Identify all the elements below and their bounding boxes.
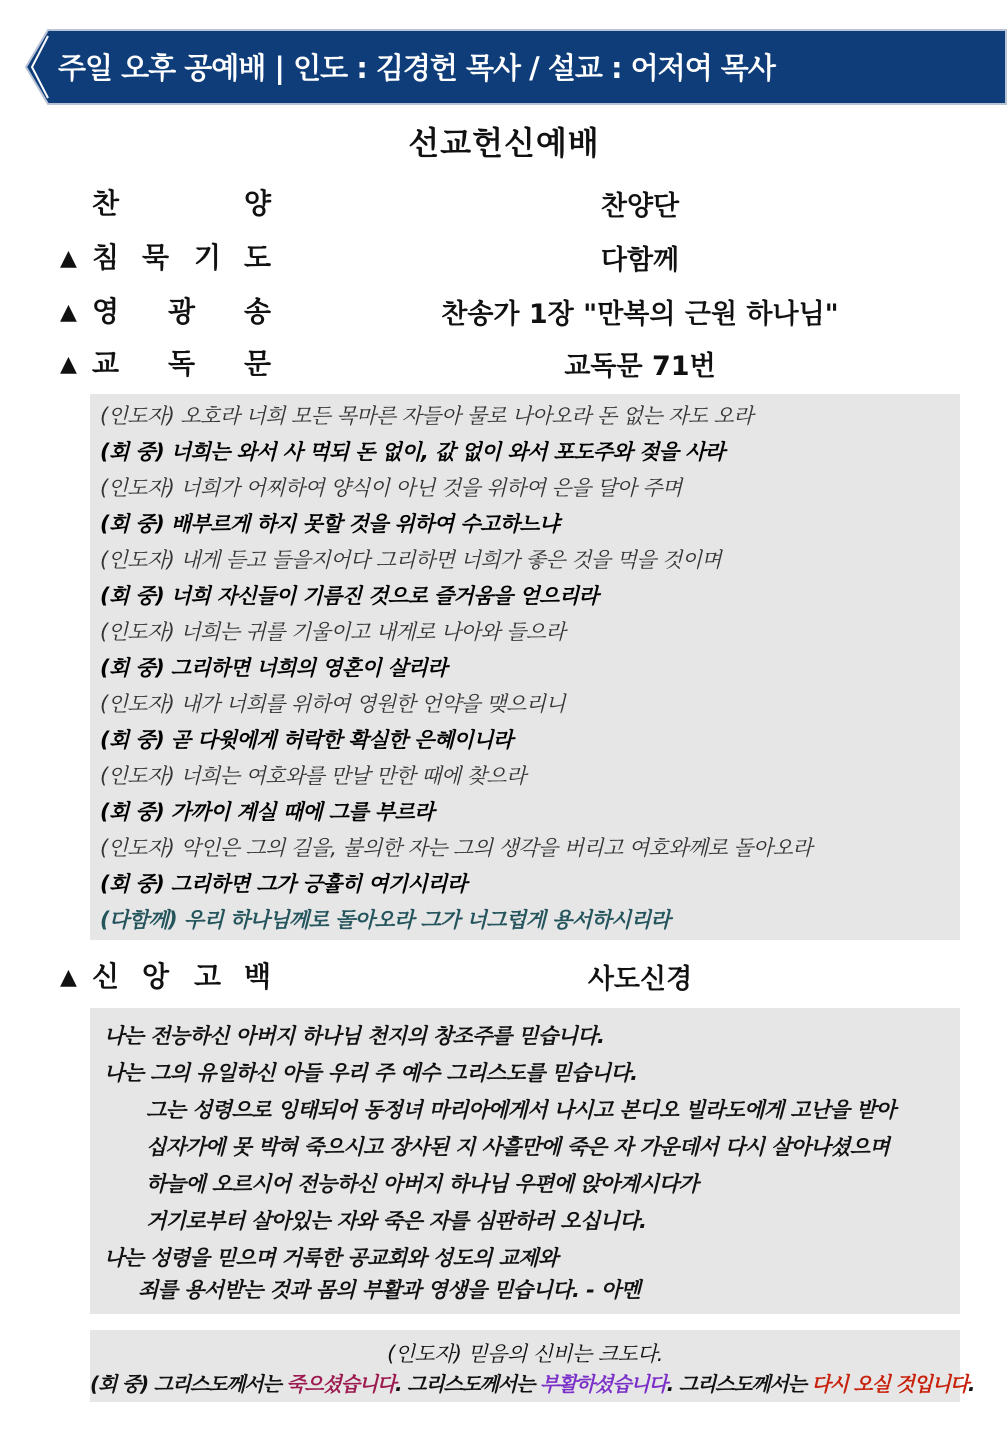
order-value: 찬양단 [600, 191, 680, 222]
order-label-char: 백 [244, 960, 272, 993]
order-value: 다함께 [600, 245, 680, 276]
order-label-char: 신 [92, 960, 120, 993]
reading-line-people: (회 중) 너희는 와서 사 먹되 돈 없이, 값 없이 와서 포도주와 젖을 사라 [100, 440, 725, 464]
creed-box [90, 1008, 960, 1314]
creed-line: 죄를 용서받는 것과 몸의 부활과 영생을 믿습니다. - 아멘 [138, 1278, 641, 1302]
reading-line-people: (회 중) 그리하면 너희의 영혼이 살리라 [100, 656, 447, 680]
reading-line-leader: (인도자) 너희는 귀를 기울이고 내게로 나아와 들으라 [100, 620, 566, 644]
order-label-char: 광 [168, 295, 196, 328]
order-label-char: 도 [244, 241, 272, 274]
reading-line-people: (회 중) 곧 다윗에게 허락한 확실한 은혜이니라 [100, 728, 513, 752]
order-label-char: 영 [92, 295, 120, 328]
order-value: 교독문 71번 [564, 351, 716, 382]
order-label-char: 찬 [92, 187, 120, 220]
order-label-char: 침 [92, 241, 120, 274]
creed-line: 나는 전능하신 아버지 하나님 천지의 창조주를 믿습니다. [104, 1024, 605, 1048]
banner-title: 주일 오후 공예배 | 인도 : 김경헌 목사 / 설교 : 어저여 목사 [58, 51, 775, 85]
order-label-char: 양 [244, 187, 272, 220]
order-row-responsive-reading [0, 342, 1008, 386]
order-row-silent-prayer [0, 236, 1008, 280]
order-label-char: 앙 [142, 960, 170, 993]
mystery-leader-line: (인도자) 믿음의 신비는 크도다. [387, 1342, 663, 1366]
order-label-char: 묵 [142, 241, 170, 274]
order-value: 찬송가 1장 "만복의 근원 하나님" [441, 299, 839, 330]
reading-line-people: (회 중) 가까이 계실 때에 그를 부르라 [100, 800, 434, 824]
mystery-part-died: 죽으셨습니다 [286, 1372, 395, 1396]
creed-line: 나는 그의 유일하신 아들 우리 주 예수 그리스도를 믿습니다. [104, 1061, 638, 1085]
order-row-gloria [0, 290, 1008, 334]
order-label-char: 독 [168, 347, 196, 380]
reading-line-people: (회 중) 그리하면 그가 긍휼히 여기시리라 [100, 872, 467, 896]
mystery-part-come-again: 다시 오실 것입니다 [811, 1372, 968, 1396]
reading-line-people: (회 중) 너희 자신들이 기름진 것으로 즐거움을 얻으리라 [100, 584, 599, 608]
mystery-people-line [90, 1368, 975, 1397]
order-row-creed [0, 955, 1008, 999]
order-label-char: 고 [194, 960, 222, 993]
triangle-marker-icon: ▲ [60, 352, 77, 377]
order-label-char: 문 [244, 347, 272, 380]
creed-line: 나는 성령을 믿으며 거룩한 공교회와 성도의 교제와 [104, 1246, 558, 1270]
creed-line: 거기로부터 살아있는 자와 죽은 자를 심판하러 오십니다. [146, 1209, 647, 1233]
reading-line-leader: (인도자) 너희가 어찌하여 양식이 아닌 것을 위하여 은을 달아 주며 [100, 476, 682, 500]
header-banner [0, 28, 1008, 106]
order-value: 사도신경 [587, 964, 693, 995]
reading-line-people: (회 중) 배부르게 하지 못할 것을 위하여 수고하느냐 [100, 512, 559, 536]
triangle-marker-icon: ▲ [60, 246, 77, 271]
mystery-part: . 그리스도께서는 [666, 1372, 812, 1396]
triangle-marker-icon: ▲ [60, 300, 77, 325]
order-label-char: 교 [92, 347, 120, 380]
order-label-char: 송 [244, 295, 272, 328]
mystery-part-risen: 부활하셨습니다 [539, 1372, 667, 1396]
mystery-part: . [967, 1372, 975, 1396]
mystery-of-faith-box [90, 1330, 975, 1402]
order-row-praise [0, 182, 1008, 226]
reading-line-leader: (인도자) 내게 듣고 들을지어다 그리하면 너희가 좋은 것을 먹을 것이며 [100, 548, 722, 572]
reading-line-all: (다함께) 우리 하나님께로 돌아오라 그가 너그럽게 용서하시리라 [100, 908, 671, 932]
mystery-part: (회 중) 그리스도께서는 [90, 1372, 287, 1396]
creed-line: 십자가에 못 박혀 죽으시고 장사된 지 사흘만에 죽은 자 가운데서 다시 살아나셨으며 [146, 1135, 890, 1159]
responsive-reading-box [90, 394, 960, 940]
reading-line-leader: (인도자) 너희는 여호와를 만날 만한 때에 찾으라 [100, 764, 526, 788]
triangle-marker-icon: ▲ [60, 965, 77, 990]
mystery-part: . 그리스도께서는 [394, 1372, 540, 1396]
reading-line-leader: (인도자) 내가 너희를 위하여 영원한 언약을 맺으리니 [100, 692, 566, 716]
creed-line: 그는 성령으로 잉태되어 동정녀 마리아에게서 나시고 본디오 빌라도에게 고난을 받아 [146, 1098, 896, 1122]
creed-line: 하늘에 오르시어 전능하신 아버지 하나님 우편에 앉아계시다가 [146, 1172, 699, 1196]
service-title: 선교헌신예배 [408, 124, 600, 162]
reading-line-leader: (인도자) 악인은 그의 길을, 불의한 자는 그의 생각을 버리고 여호와께로 돌아오라 [100, 836, 812, 860]
order-label-char: 기 [194, 241, 222, 274]
reading-line-leader: (인도자) 오호라 너희 모든 목마른 자들아 물로 나아오라 돈 없는 자도 오라 [100, 404, 753, 428]
